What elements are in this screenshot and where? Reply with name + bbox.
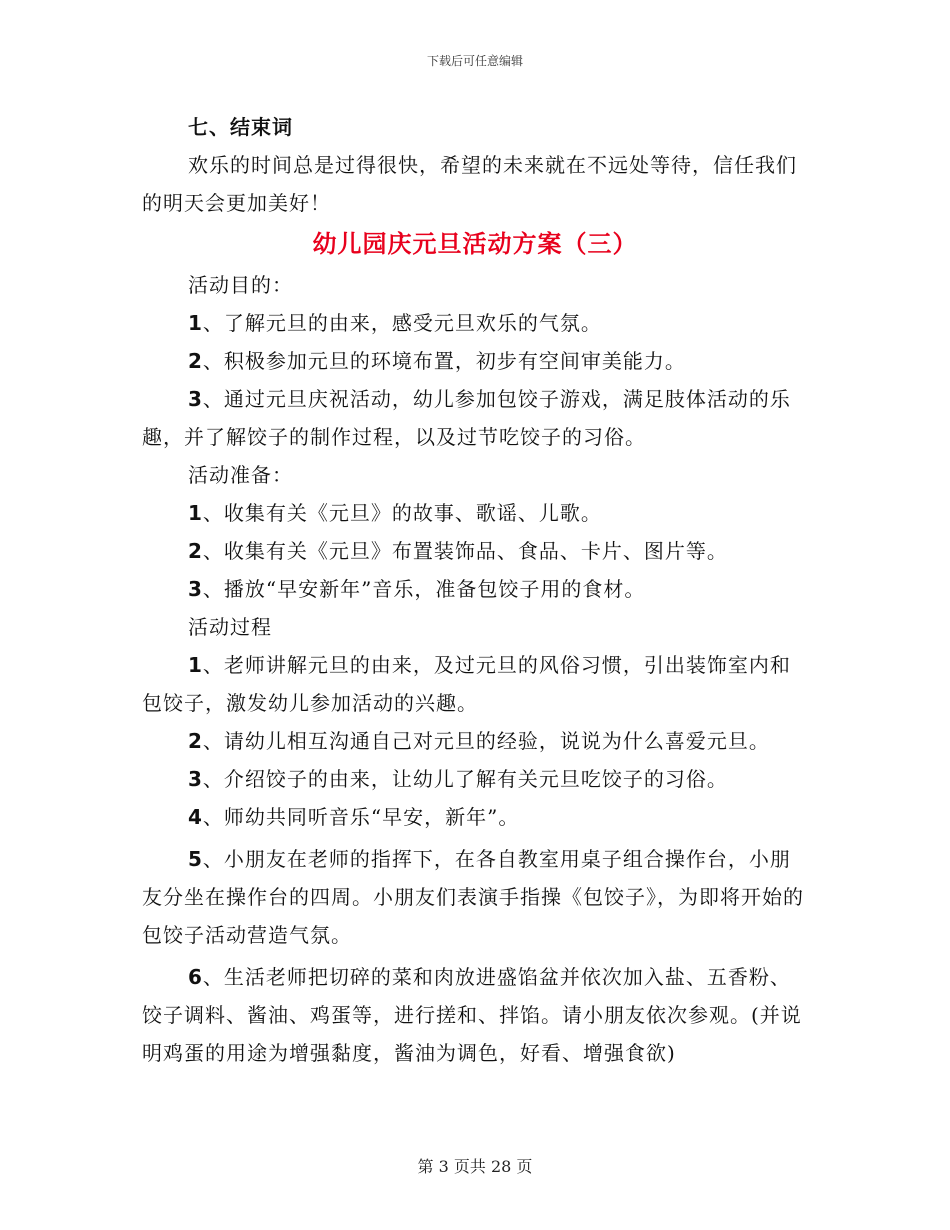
list-item xyxy=(142,840,808,954)
list-item xyxy=(142,304,808,342)
item-number: 2 xyxy=(188,349,203,373)
list-item xyxy=(142,494,808,532)
item-text: 、了解元旦的由来，感受元旦欢乐的气氛。 xyxy=(202,311,602,335)
item-text: 、收集有关《元旦》的故事、歌谣、儿歌。 xyxy=(202,501,602,525)
item-text: 、通过元旦庆祝活动，幼儿参加包饺子游戏，满足肢体活动的乐趣，并了解饺子的制作过程，以及过节吃饺子的习俗。 xyxy=(142,387,791,449)
item-text: 、小朋友在老师的指挥下，在各自教室用桌子组合操作台，小朋友分坐在操作台的四周。小朋友们表演手指操《包饺子》，为即将开始的包饺子活动营造气氛。 xyxy=(142,847,804,947)
item-text: 、师幼共同听音乐“早安，新年”。 xyxy=(202,805,520,829)
list-item xyxy=(142,342,808,380)
page-header: 下载后可任意编辑 xyxy=(426,54,523,68)
document-title: 幼儿园庆元旦活动方案（三） xyxy=(312,229,638,258)
list-item xyxy=(142,646,808,722)
item-number: 5 xyxy=(188,847,203,871)
item-number: 2 xyxy=(188,539,203,563)
item-number: 1 xyxy=(188,311,203,335)
item-text: 、老师讲解元旦的由来，及过元旦的风俗习惯，引出装饰室内和包饺子，激发幼儿参加活动的兴趣。 xyxy=(142,653,791,715)
item-number: 3 xyxy=(188,577,203,601)
paragraph-conclusion: 欢乐的时间总是过得很快，希望的未来就在不远处等待，信任我们的明天会更加美好！ xyxy=(142,153,797,215)
section-heading-process: 活动过程 xyxy=(188,615,272,639)
item-number: 3 xyxy=(188,767,203,791)
section-heading-conclusion: 七、结束词 xyxy=(188,115,293,139)
section-heading-goals: 活动目的： xyxy=(188,273,293,297)
item-number: 1 xyxy=(188,501,203,525)
item-text: 、请幼儿相互沟通自己对元旦的经验，说说为什么喜爱元旦。 xyxy=(202,729,770,753)
item-text: 、播放“早安新年”音乐，准备包饺子用的食材。 xyxy=(202,577,646,601)
document-body xyxy=(142,108,808,1072)
item-number: 2 xyxy=(188,729,203,753)
page-footer: 第 3 页共 28 页 xyxy=(417,1157,533,1176)
item-number: 3 xyxy=(188,387,203,411)
item-text: 、积极参加元旦的环境布置，初步有空间审美能力。 xyxy=(202,349,686,373)
section-heading-prep: 活动准备： xyxy=(188,463,293,487)
item-text: 、收集有关《元旦》布置装饰品、食品、卡片、图片等。 xyxy=(202,539,728,563)
list-item xyxy=(142,798,808,836)
item-text: 、生活老师把切碎的菜和肉放进盛馅盆并依次加入盐、五香粉、饺子调料、酱油、鸡蛋等，进行搓和、拌馅。请小朋友依次参观。(并说明鸡蛋的用途为增强黏度，酱油为调色，好看、增强食欲) xyxy=(142,965,802,1065)
item-number: 1 xyxy=(188,653,203,677)
list-item xyxy=(142,532,808,570)
list-item xyxy=(142,958,808,1072)
list-item xyxy=(142,570,808,608)
list-item xyxy=(142,722,808,760)
list-item xyxy=(142,760,808,798)
item-number: 4 xyxy=(188,805,203,829)
list-item xyxy=(142,380,808,456)
item-text: 、介绍饺子的由来，让幼儿了解有关元旦吃饺子的习俗。 xyxy=(202,767,728,791)
item-number: 6 xyxy=(188,965,203,989)
